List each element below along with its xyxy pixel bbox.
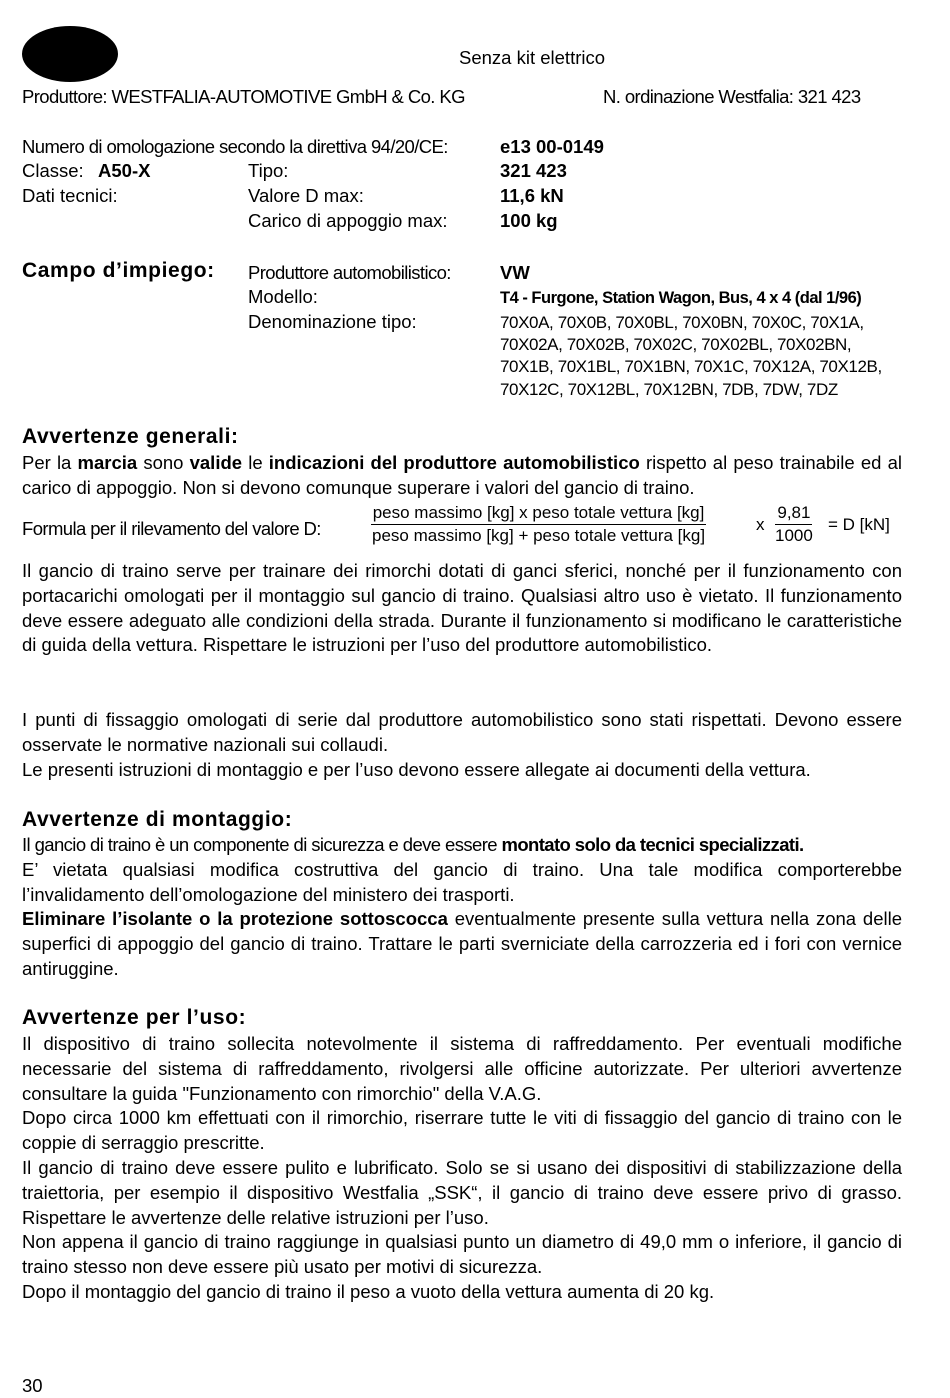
dmax-label: Valore D max: xyxy=(248,185,364,206)
general-paragraph-3 xyxy=(22,708,902,782)
load-label: Carico di appoggio max: xyxy=(248,210,448,231)
manufacturer-line: Produttore: WESTFALIA-AUTOMOTIVE GmbH & Co. KG xyxy=(22,86,465,107)
general-heading: Avvertenze generali: xyxy=(22,425,239,448)
text-span: rispetto al peso trainabile ed al carico di appoggio. Non si devono comunque superare i valori del gancio di traino. xyxy=(22,452,902,498)
paragraph-text: I punti di fissaggio omologati di serie dal produttore automobilistico sono stati rispettati. Devono essere osservate le normative nazionali sui collaudi. xyxy=(22,709,902,755)
factor-fraction xyxy=(773,503,815,546)
tech-data-label: Dati tecnici: xyxy=(22,185,118,206)
text-span: eventualmente presente sulla vettura nella zona delle superfici di appoggio del gancio di traino. Trattare le parti sverniciate della carrozzeria ed i fori con vernice antiruggine. xyxy=(22,908,903,979)
type-designation-line: 70X12C, 70X12BL, 70X12BN, 7DB, 7DW, 7DZ xyxy=(500,380,838,399)
type-designation-line: 70X02A, 70X02B, 70X02C, 70X02BL, 70X02BN, xyxy=(500,335,852,354)
paragraph-text: Il gancio di traino deve essere pulito e lubrificato. Solo se si usano dei dispositivi di stabilizzazione della traiettoria, per esempio il dispositivo Westfalia „SSK“, il gancio di traino deve essere privo di grasso. Rispettare le avvertenze delle relative istruzioni per l’uso. xyxy=(22,1156,902,1228)
paragraph-text: Dopo il montaggio del gancio di traino il peso a vuoto della vettura aumenta di 20 kg. xyxy=(22,1280,715,1302)
document-subtitle: Senza kit elettrico xyxy=(459,47,606,68)
type-designation-line: 70X0A, 70X0B, 70X0BL, 70X0BN, 70X0C, 70X1A, xyxy=(500,313,864,332)
bold-span: montato solo da tecnici specializzati. xyxy=(501,834,804,855)
factor-numerator: 9,81 xyxy=(775,503,812,525)
usage-heading: Avvertenze per l’uso: xyxy=(22,1006,247,1029)
homologation-value: e13 00-0149 xyxy=(500,136,604,157)
formula-result: = D [kN] xyxy=(828,515,890,534)
formula-fraction xyxy=(370,503,707,546)
general-paragraph-1 xyxy=(22,451,902,501)
formula-denominator: peso massimo [kg] + peso totale vettura [kg] xyxy=(372,526,706,545)
type-label: Tipo: xyxy=(248,160,289,181)
page-number: 30 xyxy=(22,1375,43,1396)
formula-label: Formula per il rilevamento del valore D: xyxy=(22,518,321,539)
black-oval-logo xyxy=(22,26,118,82)
model-value: T4 - Furgone, Station Wagon, Bus, 4 x 4 (dal 1/96) xyxy=(500,289,862,307)
factor-denominator: 1000 xyxy=(775,526,813,545)
class-value: A50-X xyxy=(98,160,151,181)
maker-value: VW xyxy=(500,262,530,283)
usage-paragraphs xyxy=(22,1032,902,1305)
dmax-value: 11,6 kN xyxy=(500,185,564,206)
formula-times: x xyxy=(756,515,765,534)
paragraph-text: Dopo circa 1000 km effettuati con il rimorchio, riserrare tutte le viti di fissaggio del gancio di traino con le coppie di serraggio prescritte. xyxy=(22,1107,902,1154)
text-span: sono xyxy=(137,452,190,473)
text-span: Il gancio di traino è un componente di sicurezza e deve essere xyxy=(22,834,502,855)
general-paragraph-2 xyxy=(22,559,902,658)
paragraph-text: Non appena il gancio di traino raggiunge in qualsiasi punto un diametro di 49,0 mm o inferiore, il gancio di traino stesso non deve essere più usato per motivi di sicurezza. xyxy=(22,1231,902,1278)
mounting-paragraphs xyxy=(22,833,902,982)
homologation-label: Numero di omologazione secondo la direttiva 94/20/CE: xyxy=(22,136,448,157)
paragraph-text: Il gancio di traino serve per trainare dei rimorchi dotati di ganci sferici, nonché per il funzionamento con portacarichi omologati per il montaggio sul gancio di traino. Qualsiasi altro uso è vietato. Il funzionamento deve essere adeguato alle condizioni della strada. Durante il funzionamento si modificano le caratteristiche di guida della vettura. Rispettare le istruzioni per l’uso del produttore automobilistico. xyxy=(22,560,902,656)
class-label: Classe: xyxy=(22,160,84,181)
text-span: le xyxy=(242,452,269,473)
model-label: Modello: xyxy=(248,286,318,307)
application-heading: Campo d’impiego: xyxy=(22,259,215,282)
paragraph-text: E’ vietata qualsiasi modifica costruttiva del gancio di traino. Una tale modifica comporterebbe l’invalidamento dell’omologazione del ministero dei trasporti. xyxy=(22,858,902,905)
maker-label: Produttore automobilistico: xyxy=(248,262,451,283)
bold-span: marcia xyxy=(77,452,138,473)
mounting-heading: Avvertenze di montaggio: xyxy=(22,808,293,831)
paragraph-text: Le presenti istruzioni di montaggio e per l’uso devono essere allegate ai documenti della vettura. xyxy=(22,758,811,780)
type-value: 321 423 xyxy=(500,160,567,181)
formula-numerator: peso massimo [kg] x peso totale vettura [kg] xyxy=(371,503,707,525)
text-span: Per la xyxy=(22,452,78,473)
bold-span: Eliminare l’isolante o la protezione sottoscocca xyxy=(22,908,448,930)
bold-span: indicazioni del produttore automobilistico xyxy=(268,452,640,473)
load-value: 100 kg xyxy=(500,210,558,231)
type-designation-label: Denominazione tipo: xyxy=(248,311,417,332)
type-designation-line: 70X1B, 70X1BL, 70X1BN, 70X1C, 70X12A, 70X12B, xyxy=(500,357,882,376)
paragraph-text: Il dispositivo di traino sollecita notevolmente il sistema di raffreddamento. Per eventuali modifiche necessarie del sistema di raffreddamento, rivolgersi alle officine autorizzate. Per ulteriori avvertenze consultare la guida "Funzionamento con rimorchio" della V.A.G. xyxy=(22,1033,902,1104)
bold-span: valide xyxy=(189,452,243,473)
order-number: N. ordinazione Westfalia: 321 423 xyxy=(603,86,861,107)
